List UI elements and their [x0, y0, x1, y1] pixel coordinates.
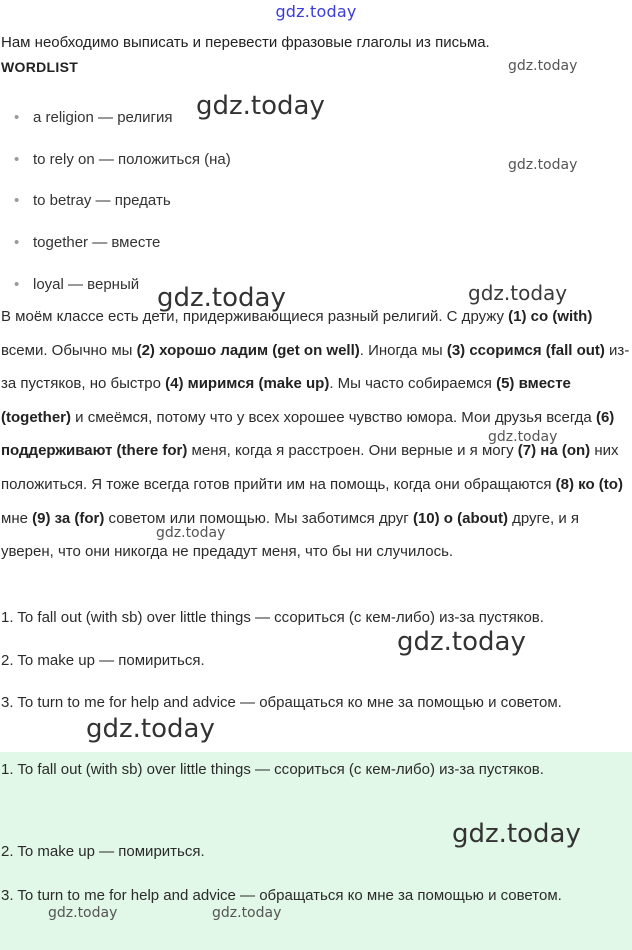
- story-text: них положиться. Я тоже всегда готов прийти им на помощь, когда они обращаются: [1, 442, 619, 493]
- answer-highlight: (6) поддерживают (there for): [1, 408, 615, 460]
- watermark: gdz.today: [86, 714, 215, 744]
- phrasal-verb-line: 1. To fall out (with sb) over little things — ссориться (с кем-либо) из-за пустяков.: [1, 609, 544, 626]
- watermark: gdz.today: [468, 281, 568, 305]
- watermark: gdz.today: [212, 905, 282, 921]
- watermark: gdz.today: [397, 627, 526, 657]
- answer-highlight: (7) на (on): [517, 442, 591, 460]
- watermark: gdz.today: [508, 157, 578, 173]
- answer-line: 1. To fall out (with sb) over little things — ссориться (с кем-либо) из-за пустяков.: [1, 761, 544, 778]
- answer-highlight: (5) вместе (together): [1, 375, 571, 426]
- story-text: и смеёмся, потому что у всех хорошее чувство юмора. Мои друзья всегда: [71, 408, 596, 426]
- wordlist-item: • a religion — религия: [0, 100, 231, 142]
- intro-text: Нам необходимо выписать и перевести фразовые глаголы из письма.: [1, 34, 490, 51]
- answer-line: 3. To turn to me for help and advice — обращаться ко мне за помощью и советом.: [1, 887, 562, 904]
- answer-highlight: (1) со (with): [508, 308, 593, 325]
- wordlist-item: • to betray — предать: [0, 183, 231, 225]
- watermark: gdz.today: [156, 525, 226, 541]
- phrasal-verb-line: 2. To make up — помириться.: [1, 652, 205, 669]
- story-text: . Иногда мы: [359, 341, 447, 359]
- story-text: меня, когда я расстроен. Они верные и я могу: [187, 442, 518, 460]
- answer-highlight: (3) ссоримся (fall out): [446, 341, 605, 359]
- wordlist-item: • together — вместе: [0, 225, 231, 267]
- watermark: gdz.today: [196, 91, 325, 121]
- watermark: gdz.today: [488, 429, 558, 445]
- story-text: В моём классе есть дети, придерживающиеся разный религий. С дружу: [1, 308, 509, 325]
- story-text: из-за пустяков, но быстро: [1, 341, 630, 393]
- watermark: gdz.today: [508, 58, 578, 74]
- watermark: gdz.today: [157, 283, 286, 313]
- answer-highlight: (8) ко (to): [555, 475, 623, 493]
- answer-highlight: (4) миримся (make up): [165, 375, 330, 393]
- wordlist-item: • to rely on — положиться (на): [0, 142, 231, 184]
- bullet-icon: •: [14, 234, 20, 252]
- wordlist-item: • loyal — верный: [0, 267, 231, 309]
- answer-highlight: (10) о (about): [412, 509, 508, 527]
- bullet-icon: •: [14, 109, 20, 126]
- site-header-logo[interactable]: gdz.today: [275, 2, 357, 21]
- wordlist-title: WORDLIST: [1, 59, 79, 75]
- bullet-icon: •: [14, 275, 20, 293]
- bullet-icon: •: [14, 192, 20, 210]
- story-text: . Мы часто собираемся: [329, 375, 497, 393]
- wordlist: [0, 100, 231, 308]
- watermark: gdz.today: [452, 819, 581, 849]
- story-text: всеми. Обычно мы: [1, 341, 137, 359]
- watermark: gdz.today: [48, 905, 118, 921]
- phrasal-verb-line: 3. To turn to me for help and advice — обращаться ко мне за помощью и советом.: [1, 694, 562, 711]
- bullet-icon: •: [14, 150, 20, 168]
- story-text: советом или помощью. Мы заботимся друг: [104, 509, 413, 527]
- story-text: мне: [1, 509, 33, 527]
- story-text: друге, и я уверен, что они никогда не предадут меня, что бы ни случилось.: [1, 509, 580, 561]
- answer-highlight: (2) хорошо ладим (get on well): [136, 341, 360, 359]
- answer-highlight: (9) за (for): [32, 509, 105, 527]
- answer-line: 2. To make up — помириться.: [1, 843, 205, 860]
